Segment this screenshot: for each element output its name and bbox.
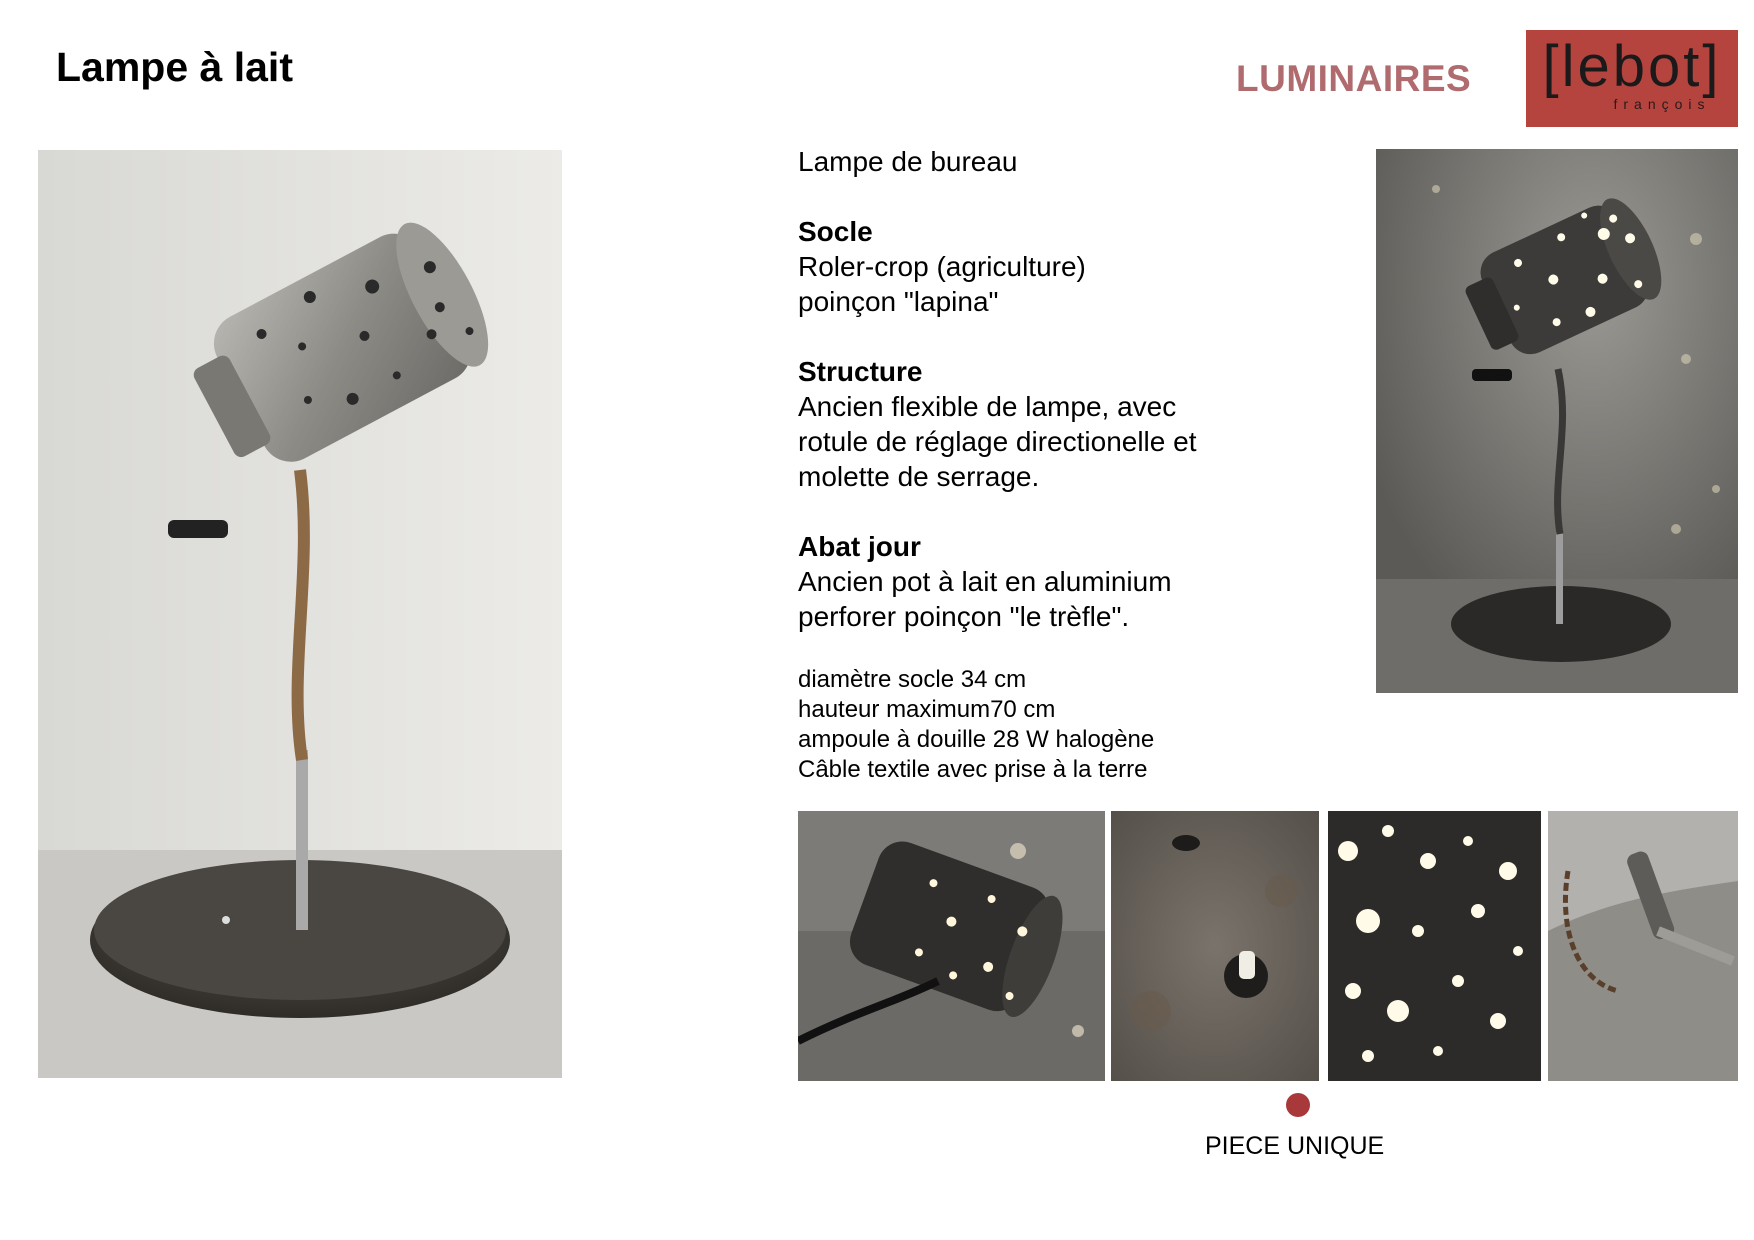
detail-photo-shade xyxy=(798,811,1105,1081)
section-line: Ancien pot à lait en aluminium xyxy=(798,566,1172,597)
section-line: poinçon "lapina" xyxy=(798,286,999,317)
unique-piece-dot xyxy=(1286,1093,1310,1117)
spec-item: diamètre socle 34 cm xyxy=(798,666,1027,693)
spec-item: ampoule à douille 28 W halogène xyxy=(798,726,1155,753)
lit-lamp-photo xyxy=(1376,149,1738,693)
detail-photo-holes xyxy=(1328,811,1541,1081)
logo-wordmark: [lebot] xyxy=(1542,34,1722,99)
description-intro: Lampe de bureau xyxy=(798,146,1018,177)
section-line: perforer poinçon "le trèfle". xyxy=(798,601,1130,632)
detail-photo-base xyxy=(1111,811,1319,1081)
unique-piece-label: PIECE UNIQUE xyxy=(1205,1132,1385,1160)
section-heading: Structure xyxy=(798,356,923,387)
section-heading: Socle xyxy=(798,216,873,247)
spec-list xyxy=(798,665,1154,785)
brand-logo xyxy=(1526,30,1738,127)
section-heading: Abat jour xyxy=(798,531,921,562)
section-line: rotule de réglage directionelle et xyxy=(798,426,1197,457)
description-block xyxy=(798,144,1238,634)
main-product-photo xyxy=(38,150,562,1078)
category-heading: LUMINAIRES xyxy=(1236,58,1472,99)
section-line: Roler-crop (agriculture) xyxy=(798,251,1086,282)
spec-item: hauteur maximum70 cm xyxy=(798,696,1056,723)
section-line: molette de serrage. xyxy=(798,461,1040,492)
spec-item: Câble textile avec prise à la terre xyxy=(798,756,1148,783)
page-title: Lampe à lait xyxy=(56,44,293,90)
logo-subtitle: françois xyxy=(1613,96,1711,112)
detail-photo-chain xyxy=(1548,811,1738,1081)
section-line: Ancien flexible de lampe, avec xyxy=(798,391,1177,422)
